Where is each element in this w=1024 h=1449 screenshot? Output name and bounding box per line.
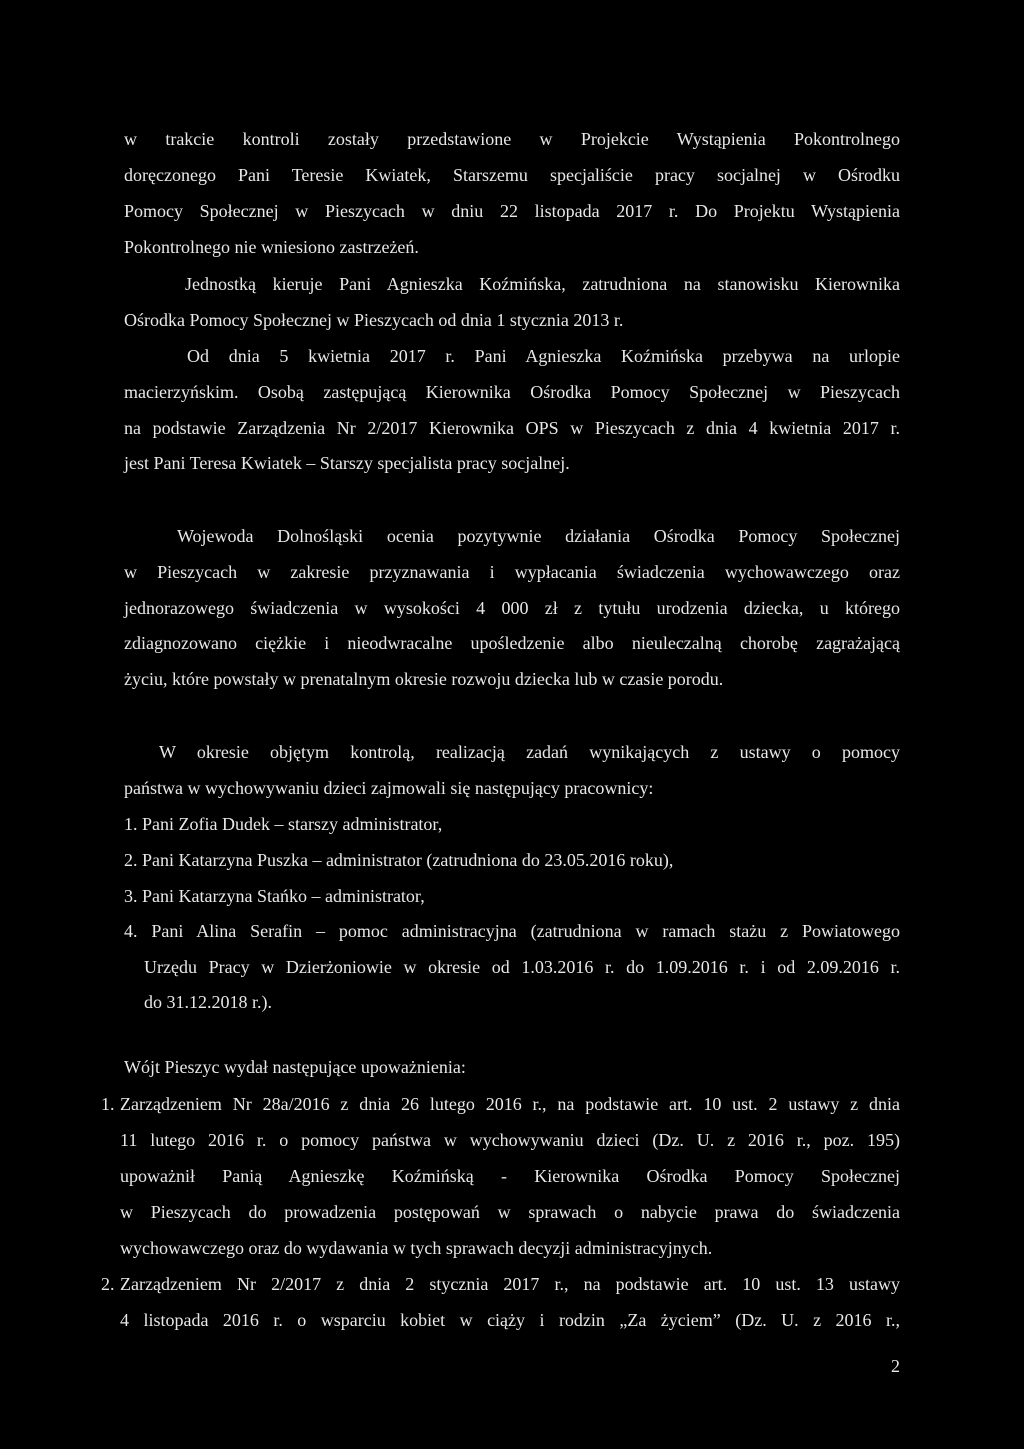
text-line: w Pieszycach do prowadzenia postępowań w sprawach o nabycie prawa do świadczenia xyxy=(120,1202,900,1222)
text-line: wychowawczego oraz do wydawania w tych sprawach decyzji administracyjnych. xyxy=(120,1238,713,1258)
text-line: w trakcie kontroli zostały przedstawione w Projekcie Wystąpienia Pokontrolnego xyxy=(124,129,900,149)
text-line: Zarządzeniem Nr 28a/2016 z dnia 26 lutego 2016 r., na podstawie art. 10 ust. 2 ustawy z dnia xyxy=(120,1094,900,1114)
text-line: jednorazowego świadczenia w wysokości 4 000 zł z tytułu urodzenia dziecka, u którego xyxy=(124,598,900,618)
text-line: Zarządzeniem Nr 2/2017 z dnia 2 stycznia 2017 r., na podstawie art. 10 ust. 13 ustawy xyxy=(120,1274,900,1294)
staff-list-item: 1. Pani Zofia Dudek – starszy administrator, xyxy=(124,814,443,834)
text-line: zdiagnozowano ciężkie i nieodwracalne upośledzenie albo nieuleczalną chorobę zagrażającą xyxy=(124,633,900,653)
staff-list-item: 4. Pani Alina Serafin – pomoc administracyjna (zatrudniona w ramach stażu z Powiatowego xyxy=(124,921,900,941)
text-line: do 31.12.2018 r.). xyxy=(144,992,272,1012)
text-line: W okresie objętym kontrolą, realizacją zadań wynikających z ustawy o pomocy xyxy=(159,742,900,762)
text-line: doręczonego Pani Teresie Kwiatek, Starszemu specjaliście pracy socjalnej w Ośrodku xyxy=(124,165,900,185)
page-number: 2 xyxy=(891,1356,900,1376)
text-line: Od dnia 5 kwietnia 2017 r. Pani Agnieszka Koźmińska przebywa na urlopie xyxy=(187,346,900,366)
text-line: Urzędu Pracy w Dzierżoniowie w okresie od 1.03.2016 r. do 1.09.2016 r. i od 2.09.2016 r. xyxy=(144,957,900,977)
text-line: 4 listopada 2016 r. o wsparciu kobiet w ciąży i rodzin „Za życiem” (Dz. U. z 2016 r., xyxy=(120,1310,900,1330)
list-marker: 1. xyxy=(101,1094,115,1114)
text-line: Pokontrolnego nie wniesiono zastrzeżeń. xyxy=(124,237,419,257)
text-line: jest Pani Teresa Kwiatek – Starszy specjalista pracy socjalnej. xyxy=(124,453,570,473)
text-line: macierzyńskim. Osobą zastępującą Kierownika Ośrodka Pomocy Społecznej w Pieszycach xyxy=(124,382,900,402)
section-heading: Wójt Pieszyc wydał następujące upoważnienia: xyxy=(124,1057,466,1077)
text-line: 11 lutego 2016 r. o pomocy państwa w wychowywaniu dzieci (Dz. U. z 2016 r., poz. 195) xyxy=(120,1130,900,1150)
text-line: Jednostką kieruje Pani Agnieszka Koźmińska, zatrudniona na stanowisku Kierownika xyxy=(185,274,900,294)
list-marker: 2. xyxy=(101,1274,115,1294)
text-line: Ośrodka Pomocy Społecznej w Pieszycach od dnia 1 stycznia 2013 r. xyxy=(124,310,624,330)
text-line: państwa w wychowywaniu dzieci zajmowali się następujący pracownicy: xyxy=(124,778,654,798)
text-line: Pomocy Społecznej w Pieszycach w dniu 22 listopada 2017 r. Do Projektu Wystąpienia xyxy=(124,201,900,221)
staff-list-item: 3. Pani Katarzyna Stańko – administrator, xyxy=(124,886,425,906)
text-line: Wojewoda Dolnośląski ocenia pozytywnie działania Ośrodka Pomocy Społecznej xyxy=(177,526,900,546)
text-line: upoważnił Panią Agnieszkę Koźmińską - Kierownika Ośrodka Pomocy Społecznej xyxy=(120,1166,900,1186)
staff-list-item: 2. Pani Katarzyna Puszka – administrator (zatrudniona do 23.05.2016 roku), xyxy=(124,850,674,870)
text-line: w Pieszycach w zakresie przyznawania i wypłacania świadczenia wychowawczego oraz xyxy=(124,562,900,582)
text-line: na podstawie Zarządzenia Nr 2/2017 Kierownika OPS w Pieszycach z dnia 4 kwietnia 2017 r. xyxy=(124,418,900,438)
text-line: życiu, które powstały w prenatalnym okresie rozwoju dziecka lub w czasie porodu. xyxy=(124,669,724,689)
